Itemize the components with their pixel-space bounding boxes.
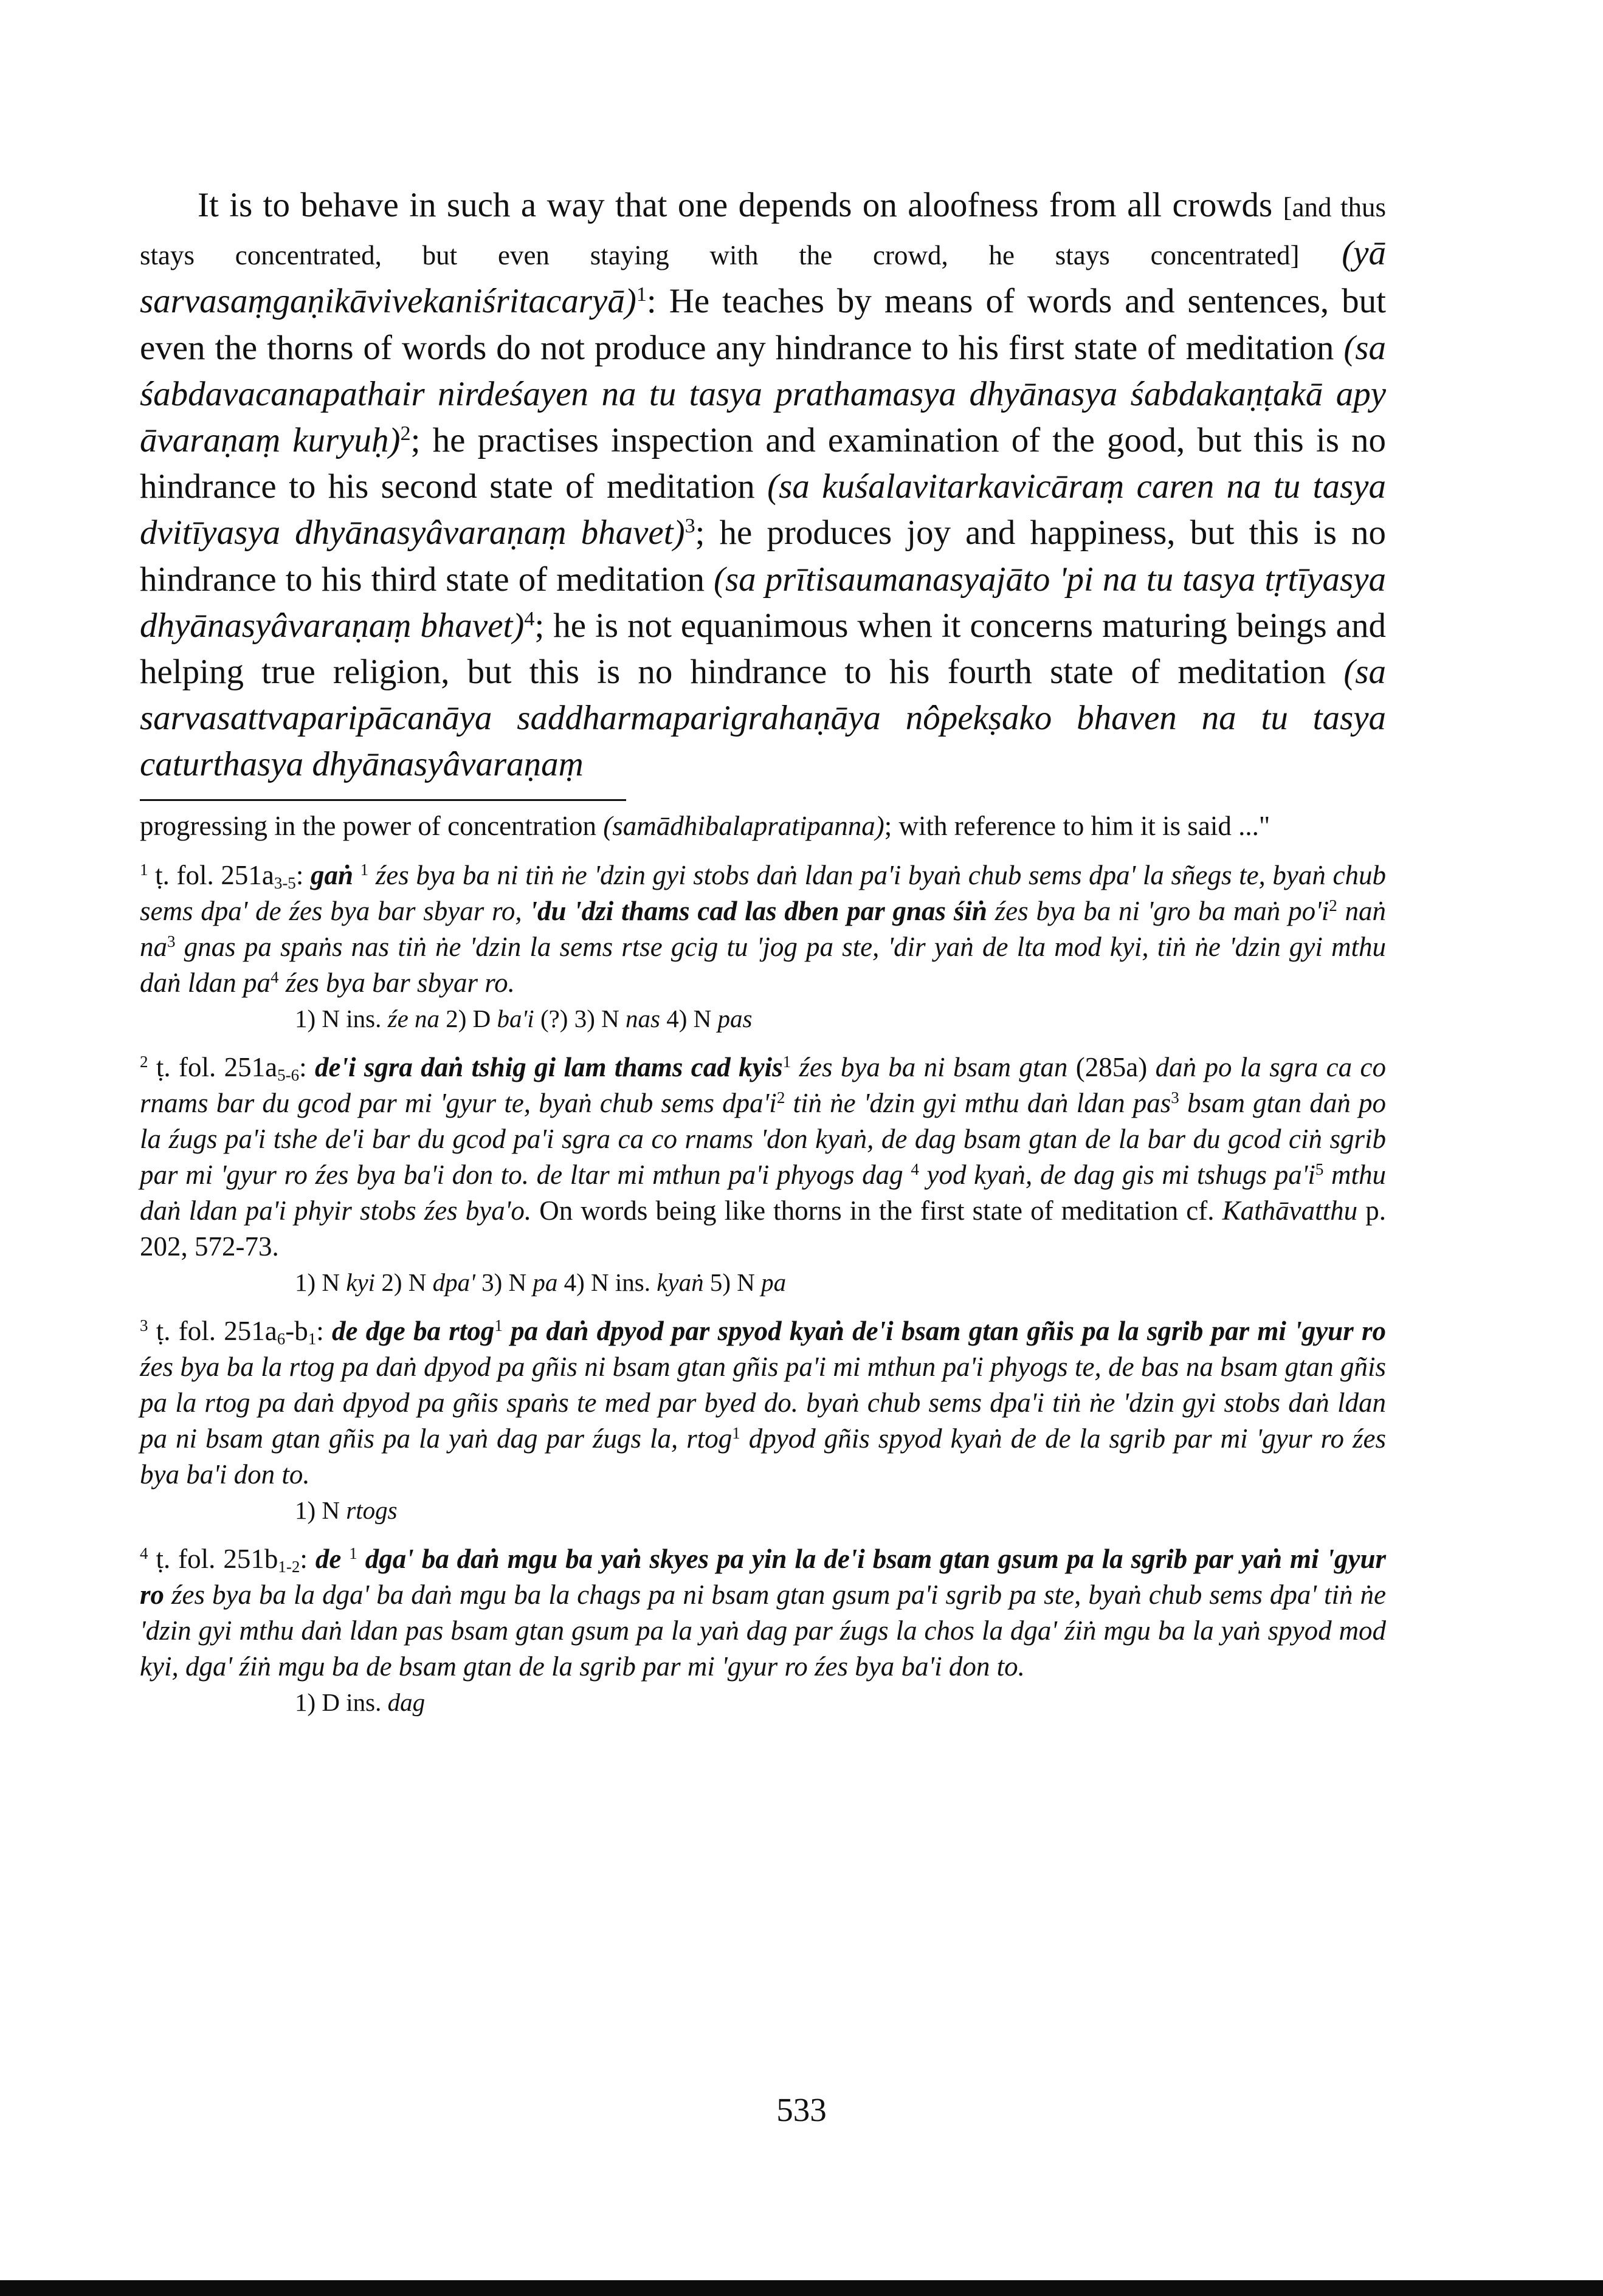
footnote-text: ; with reference to him it is said ..." (884, 810, 1270, 841)
folio-reference: ṭ. fol. 251a (148, 859, 274, 890)
variant-word: pa (533, 1268, 558, 1296)
variant-word: nas (625, 1004, 660, 1033)
variant-word: kyaṅ (657, 1268, 704, 1296)
lemma: 'du 'dzi thams cad las dben par gnas śiṅ (529, 895, 987, 926)
variant-marker: 3 (167, 932, 176, 950)
variant-marker: 4 (271, 968, 279, 986)
lemma: de'i sgra daṅ tshig gi lam thams cad kyis (315, 1051, 783, 1082)
variant-note: 4) N ins. (557, 1268, 657, 1296)
footnote-3 (140, 1313, 1386, 1528)
variant-note: 5) N (703, 1268, 762, 1296)
variant-note: 1) D ins. (295, 1688, 388, 1716)
lemma: de (315, 1543, 342, 1574)
variant-note: (?) 3) N (534, 1004, 626, 1033)
page-number: 533 (776, 2091, 827, 2128)
variant-readings (140, 1265, 1386, 1300)
folio-lines: 3-5 (274, 873, 296, 892)
footnote-number: 4 (140, 1544, 148, 1562)
lemma: gaṅ (310, 859, 353, 890)
punct: : (295, 859, 311, 890)
main-paragraph (140, 182, 1386, 788)
footnote-carryover (140, 808, 1386, 844)
punct: : (300, 1543, 315, 1574)
variant-note: 4) N (660, 1004, 718, 1033)
lemma: de dge ba rtog (332, 1315, 495, 1346)
tibetan-text: źes bya ba la rtog pa daṅ dpyod pa gñis ni bsam gtan gñis pa'i mi mthun pa'i phyogs te, de bas na bsam gtan gñis pa la rtog pa daṅ dpyod pa gñis spaṅs te med par byed do. byaṅ chub sems dpa'i tiṅ ṅe 'dzin gyi stobs daṅ ldan pa ni bsam gtan gñis pa la yaṅ dag par źugs la, rtog (140, 1351, 1386, 1454)
tibetan-text: źes bya bar sbyar ro. (278, 967, 515, 998)
footnote-2 (140, 1050, 1386, 1300)
footnote-number: 1 (140, 860, 148, 879)
variant-marker: 1 (349, 1544, 357, 1562)
variant-readings (140, 1493, 1386, 1528)
punct: : (316, 1315, 333, 1346)
lemma: pa daṅ dpyod par spyod kyaṅ de'i bsam gtan gñis pa la sgrib par mi 'gyur ro (502, 1315, 1386, 1346)
lemma: dga' ba daṅ mgu ba yaṅ skyes pa yin la de'i bsam gtan gsum pa la sgrib par yaṅ mi 'gyur ro (140, 1543, 1386, 1610)
footnote-number: 2 (140, 1052, 148, 1071)
variant-readings (140, 1001, 1386, 1036)
footnote-text: progressing in the power of concentration (140, 810, 604, 841)
folio-lines: 1 (308, 1329, 317, 1348)
variant-marker: 1 (782, 1052, 791, 1071)
footnote-text: On words being like thorns in the first state of meditation cf. (531, 1195, 1222, 1226)
sanskrit-phrase: (sa prītisaumanasyajāto 'pi na tu tasya tṛtīyasya dhyānasyâvaraṇaṃ bhavet) (140, 560, 1386, 645)
variant-note: 1) N (295, 1268, 346, 1296)
variant-note: 2) N (375, 1268, 433, 1296)
variant-word: dag (387, 1688, 426, 1716)
tibetan-text: yod kyaṅ, de dag gis mi tshugs pa'i (919, 1159, 1315, 1190)
variant-marker: 1 (360, 860, 369, 879)
tibetan-text: gnas pa spaṅs nas tiṅ ṅe 'dzin la sems rtse gcig tu 'jog pa ste, 'dir yaṅ de lta mod kyi, tiṅ ṅe 'dzin gyi mthu daṅ ldan pa (140, 931, 1386, 998)
tibetan-text: mthu daṅ ldan pa'i phyir stobs źes bya'o. (140, 1159, 1386, 1226)
variant-word: ba'i (497, 1004, 534, 1033)
variant-note: 3) N (475, 1268, 533, 1296)
footnote-marker: 2 (400, 422, 411, 445)
tibetan-text: bsam gtan daṅ po la źugs pa'i tshe de'i bar du gcod pa'i sgra ca co rnams 'don kyaṅ, de dag bsam gtan de la bar du gcod ciṅ sgrib par mi 'gyur ro źes bya ba'i don to. de ltar mi mthun pa'i phyogs dag (140, 1087, 1386, 1190)
footnote-text: p. 202, 572-73. (140, 1195, 1387, 1262)
variant-marker: 4 (911, 1160, 919, 1178)
variant-word: źe na (387, 1004, 440, 1033)
variant-marker: 2 (1329, 896, 1337, 915)
variant-marker: 1 (494, 1316, 503, 1335)
folio-reference: ṭ. fol. 251a (148, 1051, 278, 1082)
main-text: ; he practises inspection and examination of the good, but this is no hindrance to his second state of meditation (140, 421, 1386, 506)
variant-marker: 2 (776, 1088, 785, 1107)
variant-readings (140, 1685, 1386, 1720)
sanskrit-phrase: (sa śabdavacanapathair nirdeśayen na tu tasya prathamasya dhyānasya śabdakaṇṭakā apy āvaraṇaṃ kuryuḥ) (140, 328, 1386, 460)
footnote-number: 3 (140, 1316, 148, 1335)
folio-reference: ṭ. fol. 251a (148, 1315, 277, 1346)
folio-reference: -b (285, 1315, 308, 1346)
tibetan-text: daṅ po la sgra ca co rnams bar du gcod par mi 'gyur te, byaṅ chub sems dpa'i (140, 1051, 1386, 1118)
work-title: Kathāvatthu (1222, 1195, 1358, 1226)
punct: : (299, 1051, 315, 1082)
tibetan-text: naṅ na (140, 895, 1387, 962)
folio-lines: 6 (277, 1329, 286, 1348)
variant-marker: 1 (732, 1423, 740, 1442)
tibetan-text: źes bya ba ni tiṅ ṅe 'dzin gyi stobs daṅ ldan pa'i byaṅ chub sems dpa' la sñegs te, byaṅ chub sems dpa' de źes bya bar sbyar ro, (140, 859, 1386, 926)
scan-edge-band (0, 2280, 1603, 2296)
sanskrit-phrase: (sa kuśalavitarkavicāraṃ caren na tu tasya dvitīyasya dhyānasyâvaraṇaṃ bhavet) (140, 467, 1386, 552)
tibetan-text: źes bya ba ni 'gro ba maṅ po'i (987, 895, 1329, 926)
folio-reference: ṭ. fol. 251b (148, 1543, 278, 1574)
variant-word: rtogs (346, 1496, 398, 1524)
variant-word: pas (717, 1004, 753, 1033)
variant-word: kyi (346, 1268, 376, 1296)
variant-word: dpa' (432, 1268, 475, 1296)
variant-word: pa (761, 1268, 787, 1296)
footnote-separator (140, 799, 626, 801)
page-content (140, 182, 1386, 1720)
variant-note: 2) D (440, 1004, 497, 1033)
footnote-marker: 1 (636, 283, 647, 306)
footnote-marker: 4 (524, 608, 535, 631)
main-text: : He teaches by means of words and sentences, but even the thorns of words do not produce any hindrance to his first state of meditation (140, 282, 1386, 367)
main-text: ; he produces joy and happiness, but this is no hindrance to his third state of meditation (140, 514, 1386, 599)
footnote-1 (140, 858, 1386, 1036)
tibetan-text: dpyod gñis spyod kyaṅ de de la sgrib par mi 'gyur ro źes bya ba'i don to. (140, 1423, 1387, 1490)
sanskrit-phrase: (sa sarvasattvaparipācanāya saddharmaparigrahaṇāya nôpekṣako bhaven na tu tasya caturthasya dhyānasyâvaraṇaṃ (140, 653, 1386, 784)
sanskrit-phrase: (yā sarvasaṃgaṇikāvivekaniśritacaryā) (140, 234, 1387, 321)
footnote-marker: 3 (684, 515, 695, 538)
tibetan-text: tiṅ ṅe 'dzin gyi mthu daṅ ldan pas (785, 1087, 1171, 1118)
folio-break: (285a) (1075, 1051, 1148, 1082)
variant-marker: 3 (1171, 1088, 1179, 1107)
footnote-4 (140, 1541, 1386, 1720)
variant-note: 1) N (295, 1496, 346, 1524)
variant-note: 1) N ins. (295, 1004, 388, 1033)
main-text: ; he is not equanimous when it concerns maturing beings and helping true religion, but this is no hindrance to his fourth state of meditation (140, 606, 1386, 692)
main-text: It is to behave in such a way that one depends on aloofness from all crowds (198, 186, 1283, 224)
folio-lines: 5-6 (277, 1065, 300, 1084)
tibetan-text: źes bya ba ni bsam gtan (791, 1051, 1076, 1082)
bracketed-gloss: [and thus stays concentrated, but even staying with the crowd, he stays concentrated] (140, 192, 1386, 271)
sanskrit-phrase: (samādhibalapratipanna) (603, 810, 884, 841)
variant-marker: 5 (1315, 1160, 1324, 1178)
folio-lines: 1-2 (278, 1557, 300, 1576)
tibetan-text: źes bya ba la dga' ba daṅ mgu ba la chags pa ni bsam gtan gsum pa'i sgrib pa ste, byaṅ chub sems dpa' tiṅ ṅe 'dzin gyi mthu daṅ ldan pas bsam gtan gsum pa la yaṅ dag par źugs la chos la dga' źiṅ mgu ba la yaṅ spyod mod kyi, dga' źiṅ mgu ba de bsam gtan de la sgrib par mi 'gyur ro źes bya ba'i don to. (140, 1579, 1386, 1682)
